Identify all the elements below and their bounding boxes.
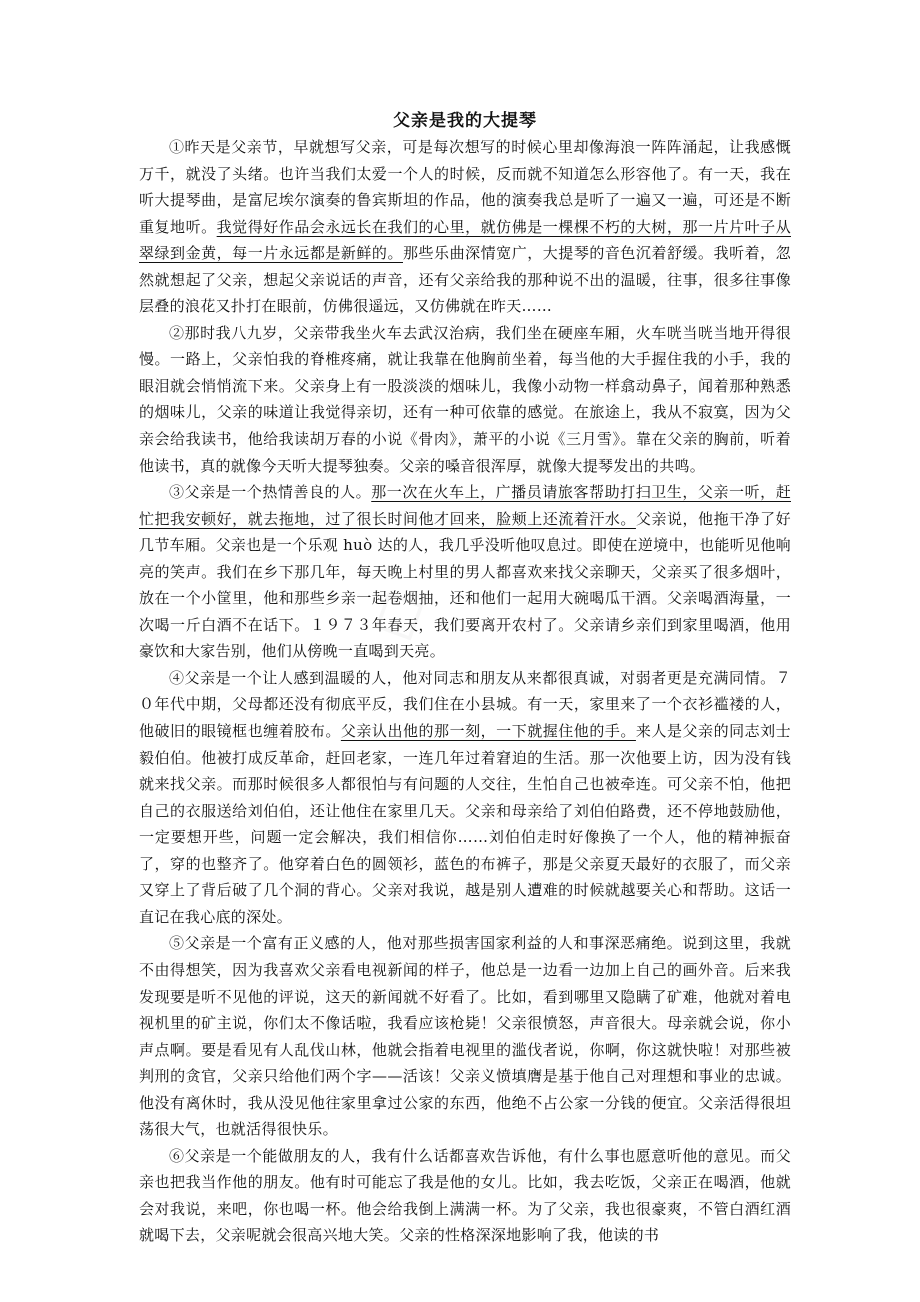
paragraph-4 [139,665,791,930]
paragraph-5 [139,930,791,1142]
paragraph-3-text-end: 父亲说，他拖干净了好几节车厢。父亲也是一个乐观 huò 达的人，我几乎没听他叹息过。即使在逆境中，也能听见他响亮的笑声。我们在乡下那几年，每天晚上村里的男人都喜欢来找父亲聊天，父亲买了很多烟叶，放在一个小筐里，他和那些乡亲一起卷烟抽，还和他们一起用大碗喝瓜干酒。父亲喝酒海量，一次喝一斤白酒不在话下。１９７３年春天，我们要离开农村了。父亲请乡亲们到家里喝酒，他用豪饮和大家告别，他们从傍晚一直喝到天亮。 [139,509,791,661]
paragraph-2-text: ②那时我八九岁，父亲带我坐火车去武汉治病，我们坐在硬座车厢，火车咣当咣当地开得很慢。一路上，父亲怕我的脊椎疼痛，就让我靠在他胸前坐着，每当他的大手握住我的小手，我的眼泪就会悄悄流下来。父亲身上有一股淡淡的烟味儿，我像小动物一样翕动鼻子，闻着那种熟悉的烟味儿，父亲的味道让我觉得亲切，还有一种可依靠的感觉。在旅途上，我从不寂寞，因为父亲会给我读书，他给我读胡万春的小说《骨肉》，萧平的小说《三月雪》。靠在父亲的胸前，听着他读书，真的就像今天听大提琴独奏。父亲的嗓音很浑厚，就像大提琴发出的共鸣。 [139,323,791,475]
document-title: 父亲是我的大提琴 [393,111,537,131]
paragraph-1-text: ①昨天是父亲节，早就想写父亲，可是每次想写的时候心里却像海浪一阵阵涌起，让我感慨万千，就没了头绪。也许当我们太爱一个人的时候，反而就不知道怎么形容他了。有一天，我在听大提琴曲，是富尼埃尔演奏的鲁宾斯坦的作品，他的演奏我总是听了一遍又一遍，可还是不断重复地听。 [139,138,791,236]
document-page [139,108,791,1249]
paragraph-3-underlined: 那一次在火车上，广播员请旅客帮助打扫卫生，父亲一听，赶忙把我安顿好，就去拖地，过了很长时间他才回来，脸颊上还流着汗水。 [139,483,791,528]
paragraph-3 [139,479,791,665]
paragraph-1-underlined: 我觉得好作品会永远长在我们的心里，就仿佛是一棵棵不朽的大树，那一片片叶子从翠绿到金黄，每一片永远都是新鲜的。 [139,217,791,263]
paragraph-1 [139,134,791,320]
paragraph-5-text: ⑤父亲是一个富有正义感的人，他对那些损害国家利益的人和事深恶痛绝。说到这里，我就不由得想笑，因为我喜欢父亲看电视新闻的样子，他总是一边看一边加上自己的画外音。后来我发现要是听不见他的评说，这天的新闻就不好看了。比如，看到哪里又隐瞒了矿难，他就对着电视机里的矿主说，你们太不像话啦，我看应该枪毙！父亲很愤怒，声音很大。母亲就会说，你小声点啊。要是看见有人乱伐山林，他就会指着电视里的滥伐者说，你啊，你这就快啦！对那些被判刑的贪官，父亲只给他们两个字——活该！父亲义愤填膺是基于他自己对理想和事业的忠诚。他没有离休时，我从没见他往家里拿过公家的东西，他绝不占公家一分钱的便宜。父亲活得很坦荡很大气，也就活得很快乐。 [139,934,791,1139]
paragraph-4-underlined: 父亲认出他的那一刻，一下就握住他的手。 [340,722,636,741]
paragraph-1-text-end: 那些乐曲深情宽广，大提琴的音色沉着舒缓。我听着，忽然就想起了父亲，想起父亲说话的声音，还有父亲给我的那种说不出的温暖，往事，很多往事像层叠的浪花又扑打在眼前，仿佛很遥远，又仿佛就在昨天…… [139,244,791,316]
paragraph-6-text: ⑥父亲是一个能做朋友的人，我有什么话都喜欢告诉他，有什么事也愿意听他的意见。而父亲也把我当作他的朋友。他有时可能忘了我是他的女儿。比如，我去吃饭，父亲正在喝酒，他就会对我说，来吧，你也喝一杯。他会给我倒上满满一杯。为了父亲，我也很豪爽，不管白酒红酒就喝下去，父亲呢就会很高兴地大笑。父亲的性格深深地影响了我，他读的书 [139,1146,791,1245]
paragraph-2 [139,320,791,479]
paragraph-4-text: ④父亲是一个让人感到温暖的人，他对同志和朋友从来都很真诚，对弱者更是充满同情。７０年代中期，父母都还没有彻底平反，我们住在小县城。有一天，家里来了一个衣衫褴褛的人，他破旧的眼镜框也缠着胶布。 [139,668,791,741]
paragraph-4-text-end: 来人是父亲的同志刘士毅伯伯。他被打成反革命，赶回老家，一连几年过着窘迫的生活。那一次他要上访，因为没有钱就来找父亲。而那时候很多人都很怕与有问题的人交往，生怕自己也被牵连。可父亲不怕，他把自己的衣服送给刘伯伯，还让他住在家里几天。父亲和母亲给了刘伯伯路费，还不停地鼓励他，一定要想开些，问题一定会解决，我们相信你……刘伯伯走时好像换了一个人，他的精神振奋了，穿的也整齐了。他穿着白色的圆领衫，蓝色的布裤子，那是父亲夏天最好的衣服了，而父亲又穿上了背后破了几个洞的背心。父亲对我说，越是别人遭难的时候就越要关心和帮助。这话一直记在我心底的深处。 [139,722,791,926]
paragraph-6 [139,1143,791,1249]
paragraph-3-text: ③父亲是一个热情善良的人。 [169,483,372,502]
